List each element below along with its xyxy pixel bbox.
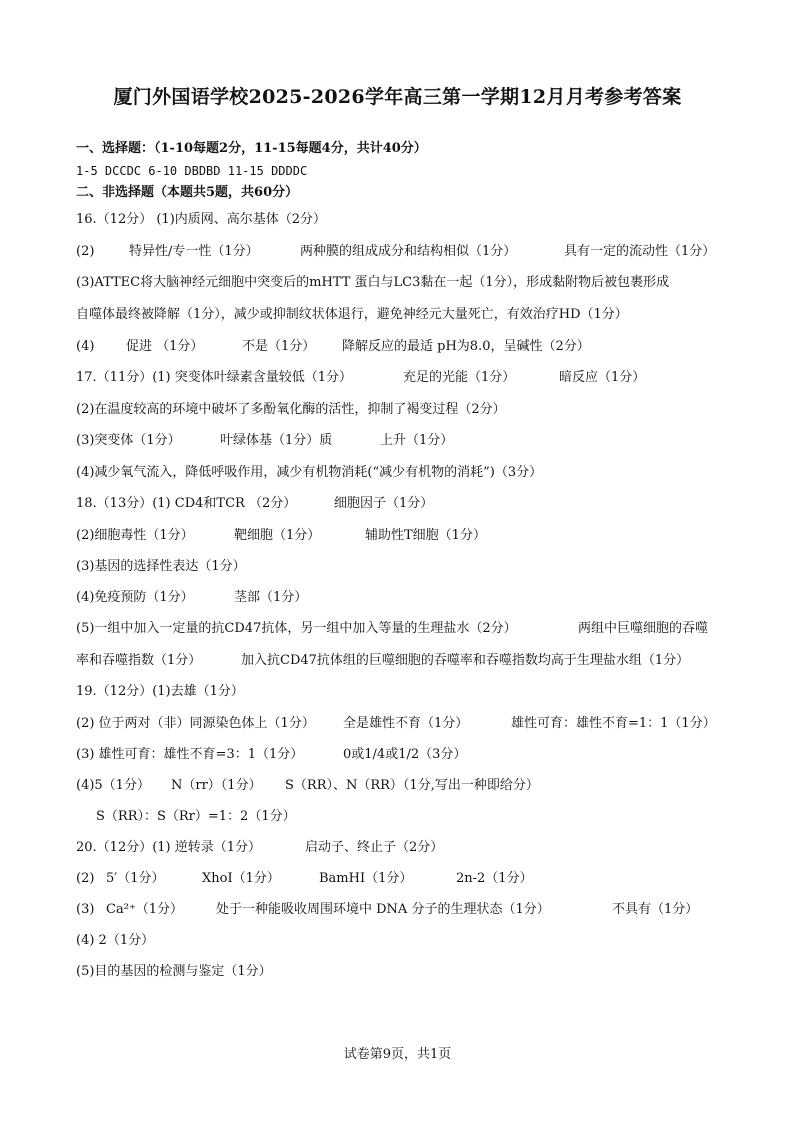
q20-line-4: (4) 2（1分） (76, 933, 155, 948)
q20-part-2-label: (2) (76, 871, 95, 886)
q18-answer-conclusion: 加入抗CD47抗体组的巨噬细胞的吞噬率和吞噬指数均高于生理盐水组（1分） (241, 653, 690, 668)
q18-answer-helper-t: 辅助性T细胞（1分） (365, 528, 486, 543)
q20-answer-xhoi: XhoI（1分） (202, 871, 280, 886)
q18-answer-cytokine: 细胞因子（1分） (334, 496, 434, 511)
q19-line-5: S（RR）：S（Rr）=1：2（1分） (96, 809, 296, 824)
q18-answer-stem: 茎部（1分） (234, 590, 308, 605)
q16-answer-promote: 促进 （1分） (126, 339, 204, 354)
q16-line-1: 16.（12分） (1)内质网、高尔基体（2分） (76, 212, 327, 227)
page-title: 厦门外国语学校2025-2026学年高三第一学期12月月考参考答案 (113, 86, 682, 108)
q20-part-3-label: (3) (76, 902, 95, 917)
q18-line-3: (3)基因的选择性表达（1分） (76, 559, 246, 574)
page-footer: 试卷第9页，共1页 (343, 1047, 452, 1062)
q18-answer-cd4-tcr: 18.（13分）(1) CD4和TCR （2分） (76, 496, 297, 511)
q17-line-2: (2)在温度较高的环境中破坏了多酚氧化酶的活性，抑制了褐变过程（2分） (76, 402, 506, 417)
q19-answer-probability: 0或1/4或1/2（3分） (343, 747, 467, 762)
q19-answer-5: (4)5（1分） (76, 778, 150, 793)
q18-answer-cytotoxic: (2)细胞毒性（1分） (76, 528, 194, 543)
q16-line-4: 自噬体最终被降解（1分），减少或抑制纹状体退行，避免神经元大量死亡，有效治疗HD（1分） (76, 307, 628, 322)
q17-line-4: (4)减少氧气流入，降低呼吸作用，减少有机物消耗(“减少有机物的消耗”)（3分） (76, 465, 543, 480)
q17-answer-dark-reaction: 暗反应（1分） (559, 370, 646, 385)
q16-answer-membrane-similarity: 两种膜的组成成分和结构相似（1分） (300, 244, 517, 259)
q17-answer-rise: 上升（1分） (380, 433, 454, 448)
q19-answer-ratio-3-1: (3) 雄性可育：雄性不育=3：1（1分） (76, 747, 304, 762)
multiple-choice-answers: 1-5 DCCDC 6-10 DBDBD 11-15 DDDDC (76, 164, 308, 178)
q19-line-1: 19.（12分）(1)去雄（1分） (76, 684, 244, 699)
q20-answer-5-prime: 5′（1分） (106, 871, 165, 886)
q18-answer-phagocytosis-start: 两组中巨噬细胞的吞噬 (578, 621, 709, 636)
q17-answer-light: 充足的光能（1分） (403, 370, 516, 385)
q18-answer-experiment: (5)一组中加入一定量的抗CD47抗体，另一组中加入等量的生理盐水（2分） (76, 621, 517, 636)
q20-answer-bamhi: BamHⅠ（1分） (319, 871, 413, 886)
q19-answer-ratio-1-1: 雄性可育：雄性不育=1：1（1分） (511, 716, 716, 731)
q19-answer-genotypes: S（RR）、N（RR）（1分,写出一种即给分） (285, 778, 539, 793)
q18-answer-target-cell: 靶细胞（1分） (234, 528, 321, 543)
q16-line-3: (3)ATTEC将大脑神经元细胞中突变后的mHTT 蛋白与LC3黏在一起（1分），形成黏附物后被包裹形成 (76, 275, 670, 290)
q16-part-2-label: (2) (76, 244, 95, 259)
q18-answer-phagocytosis-index: 率和吞噬指数（1分） (76, 653, 202, 668)
q17-answer-1: 17.（11分）(1) 突变体叶绿素含量较低（1分） (76, 370, 353, 385)
q16-answer-specificity: 特异性/专一性（1分） (129, 244, 259, 259)
q20-answer-promoter-terminator: 启动子、终止子（2分） (305, 840, 444, 855)
q19-answer-chromosome: (2) 位于两对（非）同源染色体上（1分） (76, 716, 315, 731)
q16-answer-fluidity: 具有一定的流动性（1分） (564, 244, 716, 259)
q20-answer-reverse-transcription: 20.（12分）(1) 逆转录（1分） (76, 840, 262, 855)
q20-answer-calcium: Ca²⁺（1分） (106, 902, 184, 917)
q17-answer-stroma: 叶绿体基（1分）质 (220, 433, 333, 448)
q19-answer-n-rr: N（rr）（1分） (171, 778, 262, 793)
q20-answer-competent-state: 处于一种能吸收周围环境中 DNA 分子的生理状态（1分） (216, 902, 550, 917)
q20-line-5: (5)目的基因的检测与鉴定（1分） (76, 964, 272, 979)
q20-answer-not-have: 不具有（1分） (612, 902, 699, 917)
q16-part-4-label: (4) (76, 339, 95, 354)
q20-answer-2n-2: 2n-2（1分） (456, 871, 533, 886)
q16-answer-not: 不是（1分） (242, 339, 316, 354)
section-2-heading: 二、非选择题（本题共5题，共60分） (76, 185, 299, 200)
q17-answer-mutant: (3)突变体（1分） (76, 433, 181, 448)
q19-answer-all-sterile: 全是雄性不育（1分） (343, 716, 469, 731)
q18-answer-prevention: (4)免疫预防（1分） (76, 590, 194, 605)
section-1-heading: 一、选择题：（1-10每题2分，11-15每题4分，共计40分） (76, 141, 427, 156)
q16-answer-ph: 降解反应的最适 pH为8.0，呈碱性（2分） (342, 339, 590, 354)
